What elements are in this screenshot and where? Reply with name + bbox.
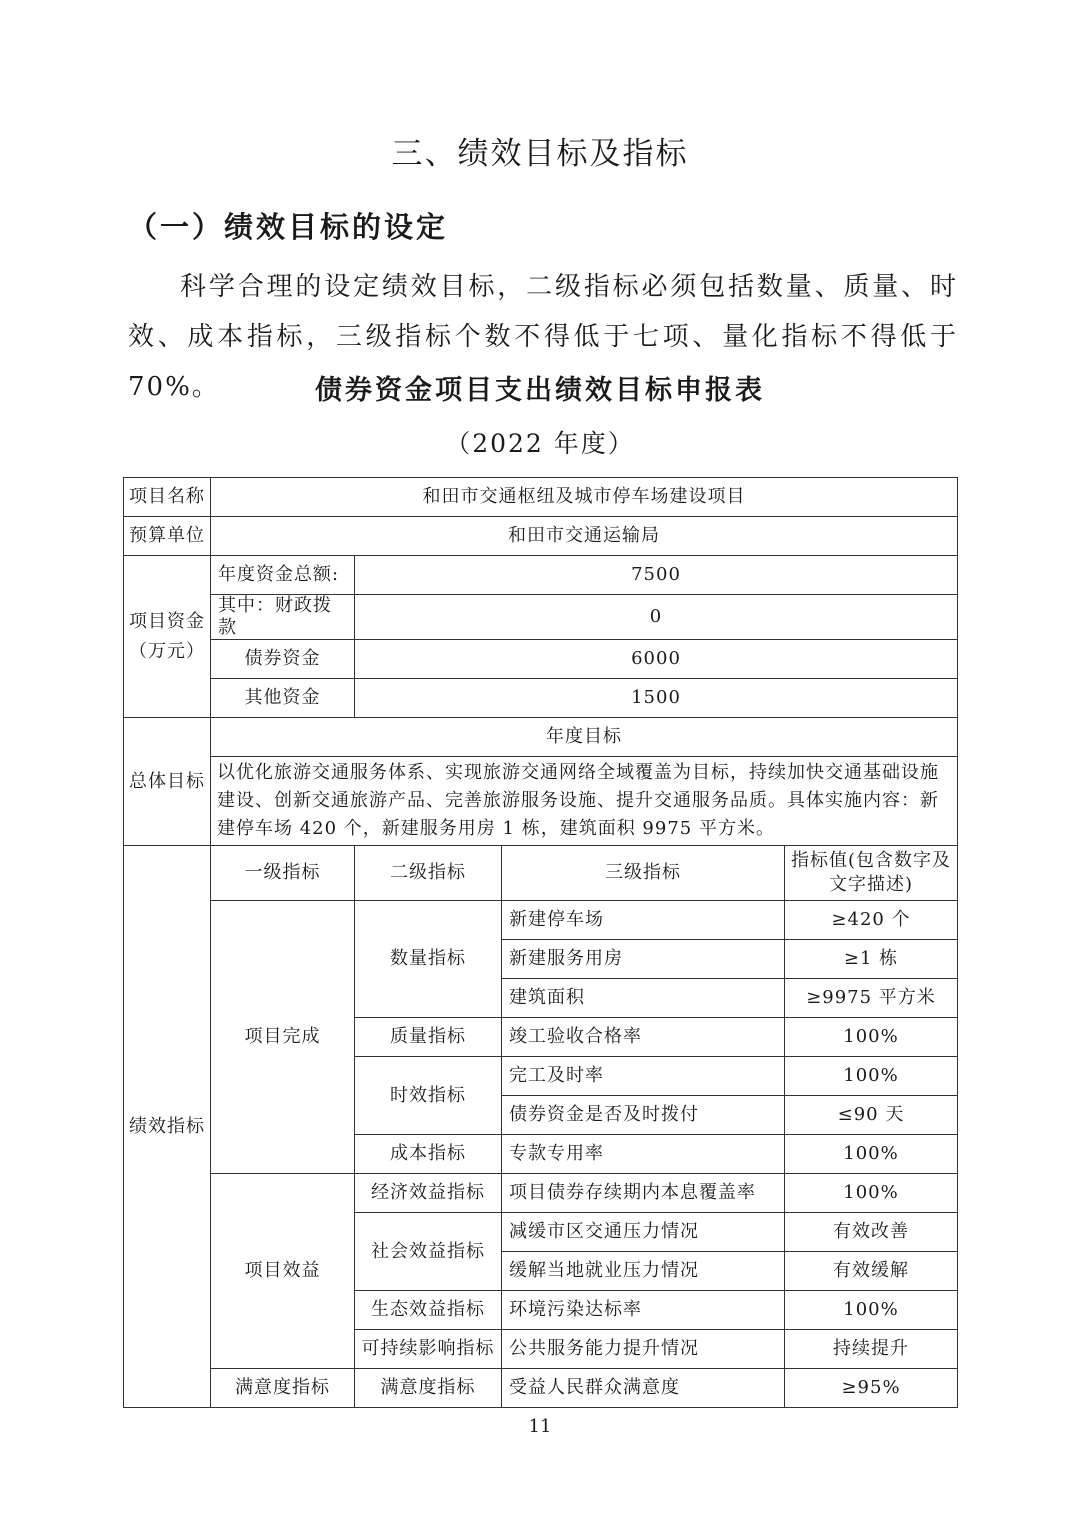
level3-cell: 专款专用率 <box>502 1135 785 1174</box>
annual-goal-text: 以优化旅游交通服务体系、实现旅游交通网络全域覆盖为目标，持续加快交通基础设施建设、创新交通旅游产品、完善旅游服务设施、提升交通服务品质。具体实施内容：新建停车场 420 个，新建服务用房 1 栋，建筑面积 9975 平方米。 <box>211 757 958 846</box>
level3-cell: 减缓市区交通压力情况 <box>502 1213 785 1252</box>
level2-cell: 可持续影响指标 <box>355 1330 502 1369</box>
level2-cell: 成本指标 <box>355 1135 502 1174</box>
level2-cell: 满意度指标 <box>355 1369 502 1408</box>
fund-value: 6000 <box>355 640 958 679</box>
indicator-value: 100% <box>785 1174 958 1213</box>
level3-cell: 新建服务用房 <box>502 940 785 979</box>
level3-cell: 项目债券存续期内本息覆盖率 <box>502 1174 785 1213</box>
level2-cell: 数量指标 <box>355 901 502 1018</box>
fund-value: 7500 <box>355 556 958 595</box>
indicator-value: ≥9975 平方米 <box>785 979 958 1018</box>
level3-cell: 债券资金是否及时拨付 <box>502 1096 785 1135</box>
fund-value: 1500 <box>355 679 958 718</box>
indicator-value: ≥1 栋 <box>785 940 958 979</box>
annual-goal-label: 年度目标 <box>211 718 958 757</box>
table-row <box>124 679 958 718</box>
table-row <box>124 556 958 595</box>
indicator-value: 100% <box>785 1057 958 1096</box>
fund-label: 其他资金 <box>211 679 355 718</box>
project-name-label: 项目名称 <box>124 478 211 517</box>
level3-cell: 公共服务能力提升情况 <box>502 1330 785 1369</box>
level1-cell: 项目效益 <box>211 1174 355 1369</box>
level2-cell: 经济效益指标 <box>355 1174 502 1213</box>
funds-label: 项目资金（万元） <box>124 556 211 718</box>
indicator-value: 100% <box>785 1291 958 1330</box>
indicator-value: 持续提升 <box>785 1330 958 1369</box>
level2-cell: 社会效益指标 <box>355 1213 502 1291</box>
header-level3: 三级指标 <box>502 846 785 901</box>
level3-cell: 缓解当地就业压力情况 <box>502 1252 785 1291</box>
level2-cell: 时效指标 <box>355 1057 502 1135</box>
indicator-value: 有效缓解 <box>785 1252 958 1291</box>
header-level1: 一级指标 <box>211 846 355 901</box>
table-row <box>124 718 958 757</box>
indicator-value: ≤90 天 <box>785 1096 958 1135</box>
indicator-value: ≥420 个 <box>785 901 958 940</box>
indicator-value: 100% <box>785 1135 958 1174</box>
fund-label: 其中：财政拨款 <box>211 595 355 640</box>
table-row <box>124 595 958 640</box>
header-level2: 二级指标 <box>355 846 502 901</box>
header-value: 指标值(包含数字及文字描述) <box>785 846 958 901</box>
table-row <box>124 757 958 846</box>
level3-cell: 环境污染达标率 <box>502 1291 785 1330</box>
table-row <box>124 517 958 556</box>
level1-cell: 满意度指标 <box>211 1369 355 1408</box>
table-row <box>124 478 958 517</box>
budget-unit-value: 和田市交通运输局 <box>211 517 958 556</box>
project-name-value: 和田市交通枢纽及城市停车场建设项目 <box>211 478 958 517</box>
indicator-value: 有效改善 <box>785 1213 958 1252</box>
table-title: 债券资金项目支出绩效目标申报表 <box>315 375 765 406</box>
indicator-value: ≥95% <box>785 1369 958 1408</box>
fund-label: 债券资金 <box>211 640 355 679</box>
fund-label: 年度资金总额: <box>211 556 355 595</box>
table-year: （2022 年度） <box>445 429 635 458</box>
table-row <box>124 901 958 940</box>
level1-cell: 项目完成 <box>211 901 355 1174</box>
performance-goal-table <box>123 477 958 1408</box>
level3-cell: 建筑面积 <box>502 979 785 1018</box>
body-paragraph: 科学合理的设定绩效目标，二级指标必须包括数量、质量、时效、成本指标，三级指标个数不得低于七项、量化指标不得低于70%。 <box>128 272 958 402</box>
subsection-heading: （一）绩效目标的设定 <box>128 210 449 244</box>
level3-cell: 新建停车场 <box>502 901 785 940</box>
performance-indicators-label: 绩效指标 <box>124 846 211 1408</box>
level2-cell: 质量指标 <box>355 1018 502 1057</box>
level3-cell: 完工及时率 <box>502 1057 785 1096</box>
page-number: 11 <box>528 1416 552 1437</box>
budget-unit-label: 预算单位 <box>124 517 211 556</box>
table-row <box>124 1369 958 1408</box>
table-row <box>124 640 958 679</box>
overall-goal-label: 总体目标 <box>124 718 211 846</box>
level2-cell: 生态效益指标 <box>355 1291 502 1330</box>
fund-value: 0 <box>355 595 958 640</box>
table-row <box>124 1174 958 1213</box>
level3-cell: 竣工验收合格率 <box>502 1018 785 1057</box>
table-row <box>124 846 958 901</box>
indicator-value: 100% <box>785 1018 958 1057</box>
section-heading: 三、绩效目标及指标 <box>391 136 689 172</box>
level3-cell: 受益人民群众满意度 <box>502 1369 785 1408</box>
